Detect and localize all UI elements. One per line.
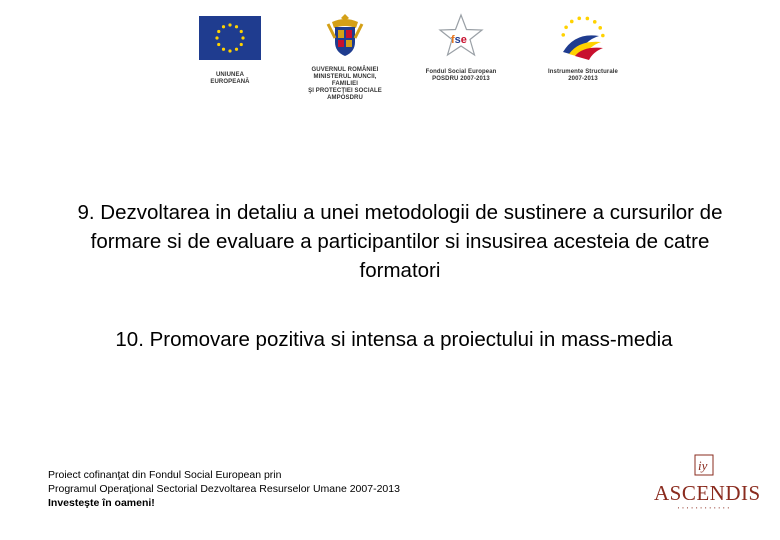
is-caption-line: 2007-2013: [568, 76, 598, 82]
ascendis-wordmark: ASCENDIS: [654, 481, 761, 505]
government-caption-line: GUVERNUL ROMÂNIEI: [311, 67, 379, 73]
ascendis-monogram-icon: [694, 454, 714, 476]
ascendis-tagline-decoration: ▪ ▪ ▪ ▪ ▪ ▪ ▪ ▪ ▪ ▪ ▪ ▪: [677, 505, 731, 510]
fse-caption-line: POSDRU 2007-2013: [432, 76, 490, 82]
fse-caption-line: Fondul Social European: [425, 69, 497, 75]
government-caption-line: MINISTERUL MUNCII, FAMILIEI: [313, 74, 377, 87]
fse-star-icon: [437, 12, 485, 60]
eu-star-icon: [240, 30, 243, 33]
is-star-icon: [570, 20, 574, 24]
eu-star-icon: [228, 23, 231, 26]
svg-text:iy: iy: [698, 458, 708, 473]
fse-caption: [420, 69, 502, 83]
instrumente-structurale-caption: [538, 69, 628, 83]
is-star-icon: [601, 34, 605, 38]
eu-star-icon: [222, 48, 225, 51]
item-10-text: 10. Promovare pozitiva si intensa a proiectului in mass-media: [115, 328, 673, 351]
eu-star-icon: [235, 48, 238, 51]
eu-star-icon: [222, 25, 225, 28]
coat-of-arms-icon: [326, 12, 364, 58]
government-caption: [300, 67, 390, 102]
instrumente-structurale-icon: [553, 12, 613, 62]
is-star-icon: [564, 25, 568, 29]
instrumente-structurale-logo: [538, 12, 628, 83]
eu-star-icon: [215, 36, 218, 39]
eu-flag-icon: [199, 16, 261, 60]
footer-slogan: Investeşte în oameni!: [48, 497, 155, 509]
is-star-icon: [586, 17, 590, 21]
ascendis-logo: [654, 454, 761, 511]
is-star-icon: [598, 26, 602, 30]
government-caption-line: AMPOSDRU: [327, 95, 363, 101]
eu-caption: UNIUNEA EUROPEANĂ: [210, 72, 250, 85]
eu-star-icon: [240, 43, 243, 46]
footer-line-2: Programul Operaţional Sectorial Dezvoltarea Resurselor Umane 2007-2013: [48, 483, 400, 495]
government-logo: [300, 12, 390, 102]
is-star-icon: [561, 33, 565, 37]
eu-star-icon: [235, 25, 238, 28]
footer-line-1: Proiect cofinanţat din Fondul Social European prin: [48, 469, 282, 481]
eu-star-icon: [228, 49, 231, 52]
eu-star-icon: [241, 36, 244, 39]
is-star-icon: [593, 20, 597, 24]
fse-logo: [420, 12, 502, 83]
is-star-icon: [577, 17, 581, 21]
eu-star-icon: [217, 43, 220, 46]
item-9-text: 9. Dezvoltarea in detaliu a unei metodologii de sustinere a cursurilor de formare si de evaluare a participantilor si insusirea acesteia de catre formatori: [77, 201, 723, 282]
is-caption-line: Instrumente Structurale: [548, 69, 618, 75]
eu-star-icon: [217, 30, 220, 33]
footer-cofinancing-text: [48, 468, 468, 510]
government-caption-line: ŞI PROTECŢIEI SOCIALE: [308, 88, 382, 94]
svg-text:fse: fse: [451, 34, 467, 46]
eu-logo: [198, 16, 262, 86]
